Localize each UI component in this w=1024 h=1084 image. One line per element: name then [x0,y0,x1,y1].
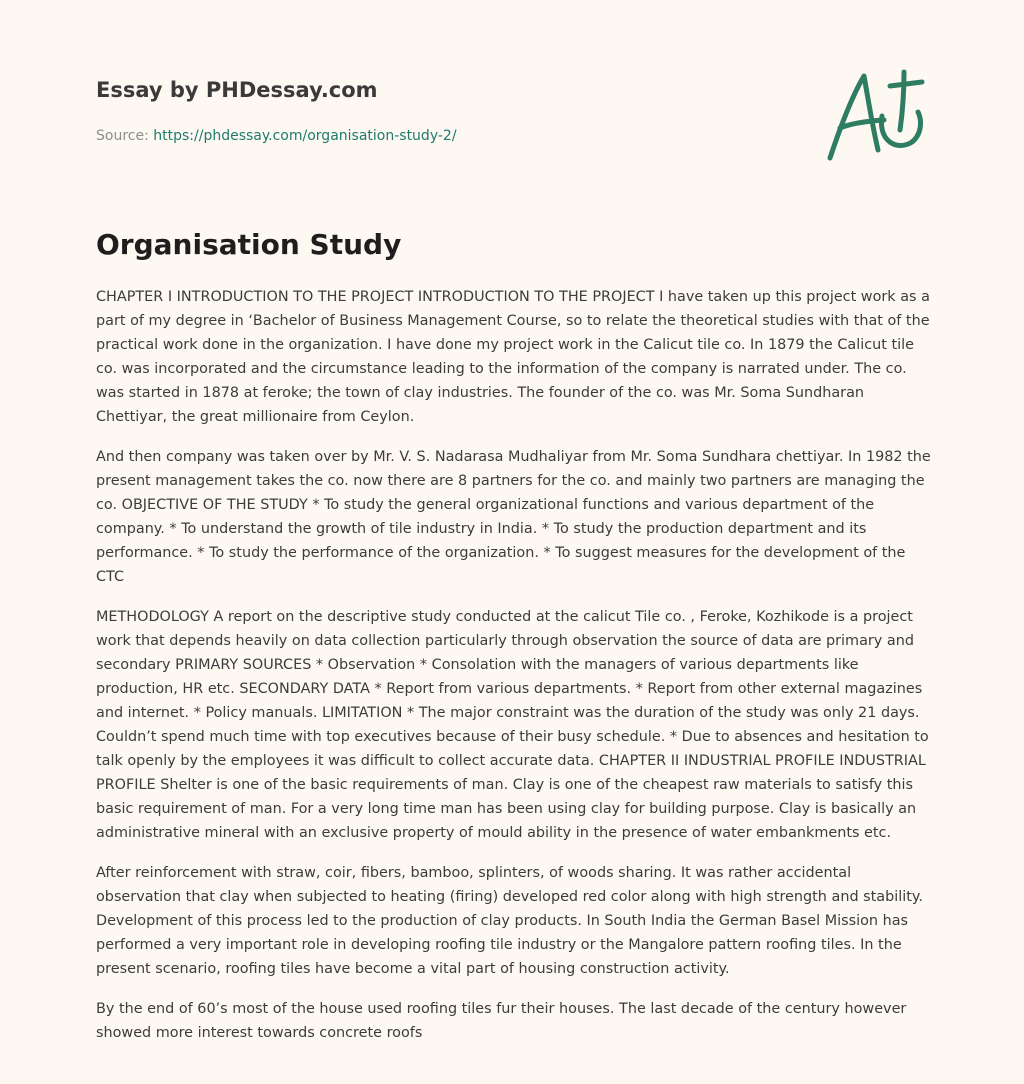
source-line [96,126,796,146]
essay-paragraph: METHODOLOGY A report on the descriptive study conducted at the calicut Tile co. , Feroke, Kozhikode is a project work that depends heavily on data collection particularly through observation the source of data are primary and secondary PRIMARY SOURCES * Observation * Consolation with the managers of various departments like production, HR etc. SECONDARY DATA * Report from various departments. * Report from other external magazines and internet. * Policy manuals. LIMITATION * The major constraint was the duration of the study was only 21 days. Couldn’t spend much time with top executives because of their busy schedule. * Due to absences and hesitation to talk openly by the employees it was difficult to collect accurate data. CHAPTER II INDUSTRIAL PROFILE INDUSTRIAL PROFILE Shelter is one of the basic requirements of man. Clay is one of the cheapest raw materials to satisfy this basic requirement of man. For a very long time man has been using clay for building purpose. Clay is basically an administrative mineral with an exclusive property of mould ability in the presence of water embankments etc. [96,609,929,841]
source-label: Source: [96,128,149,144]
essay-body [96,285,932,1061]
a-plus-logo-icon [818,66,930,166]
site-title: Essay by PHDessay.com [96,78,378,102]
essay-paragraph: And then company was taken over by Mr. V. S. Nadarasa Mudhaliyar from Mr. Soma Sundhara chettiyar. In 1982 the present management takes the co. now there are 8 partners for the co. and mainly two partners are managing the co. OBJECTIVE OF THE STUDY * To study the general organizational functions and various department of the company. * To understand the growth of tile industry in India. * To study the production department and its performance. * To study the performance of the organization. * To suggest measures for the development of the CTC [96,449,931,585]
essay-title: Organisation Study [96,228,402,261]
site-header [96,76,796,146]
essay-paragraph: After reinforcement with straw, coir, fibers, bamboo, splinters, of woods sharing. It was rather accidental observation that clay when subjected to heating (firing) developed red color along with high strength and stability. Development of this process led to the production of clay products. In South India the German Basel Mission has performed a very important role in developing roofing tile industry or the Mangalore pattern roofing tiles. In the present scenario, roofing tiles have become a vital part of housing construction activity. [96,865,923,977]
essay-paragraph: By the end of 60’s most of the house used roofing tiles fur their houses. The last decade of the century however showed more interest towards concrete roofs [96,1001,907,1041]
essay-paragraph: CHAPTER I INTRODUCTION TO THE PROJECT INTRODUCTION TO THE PROJECT I have taken up this project work as a part of my degree in ‘Bachelor of Business Management Course, so to relate the theoretical studies with that of the practical work done in the organization. I have done my project work in the Calicut tile co. In 1879 the Calicut tile co. was incorporated and the circumstance leading to the information of the company is narrated under. The co. was started in 1878 at feroke; the town of clay industries. The founder of the co. was Mr. Soma Sundharan Chettiyar, the great millionaire from Ceylon. [96,289,930,425]
source-link[interactable]: https://phdessay.com/organisation-study-2/ [153,128,457,144]
